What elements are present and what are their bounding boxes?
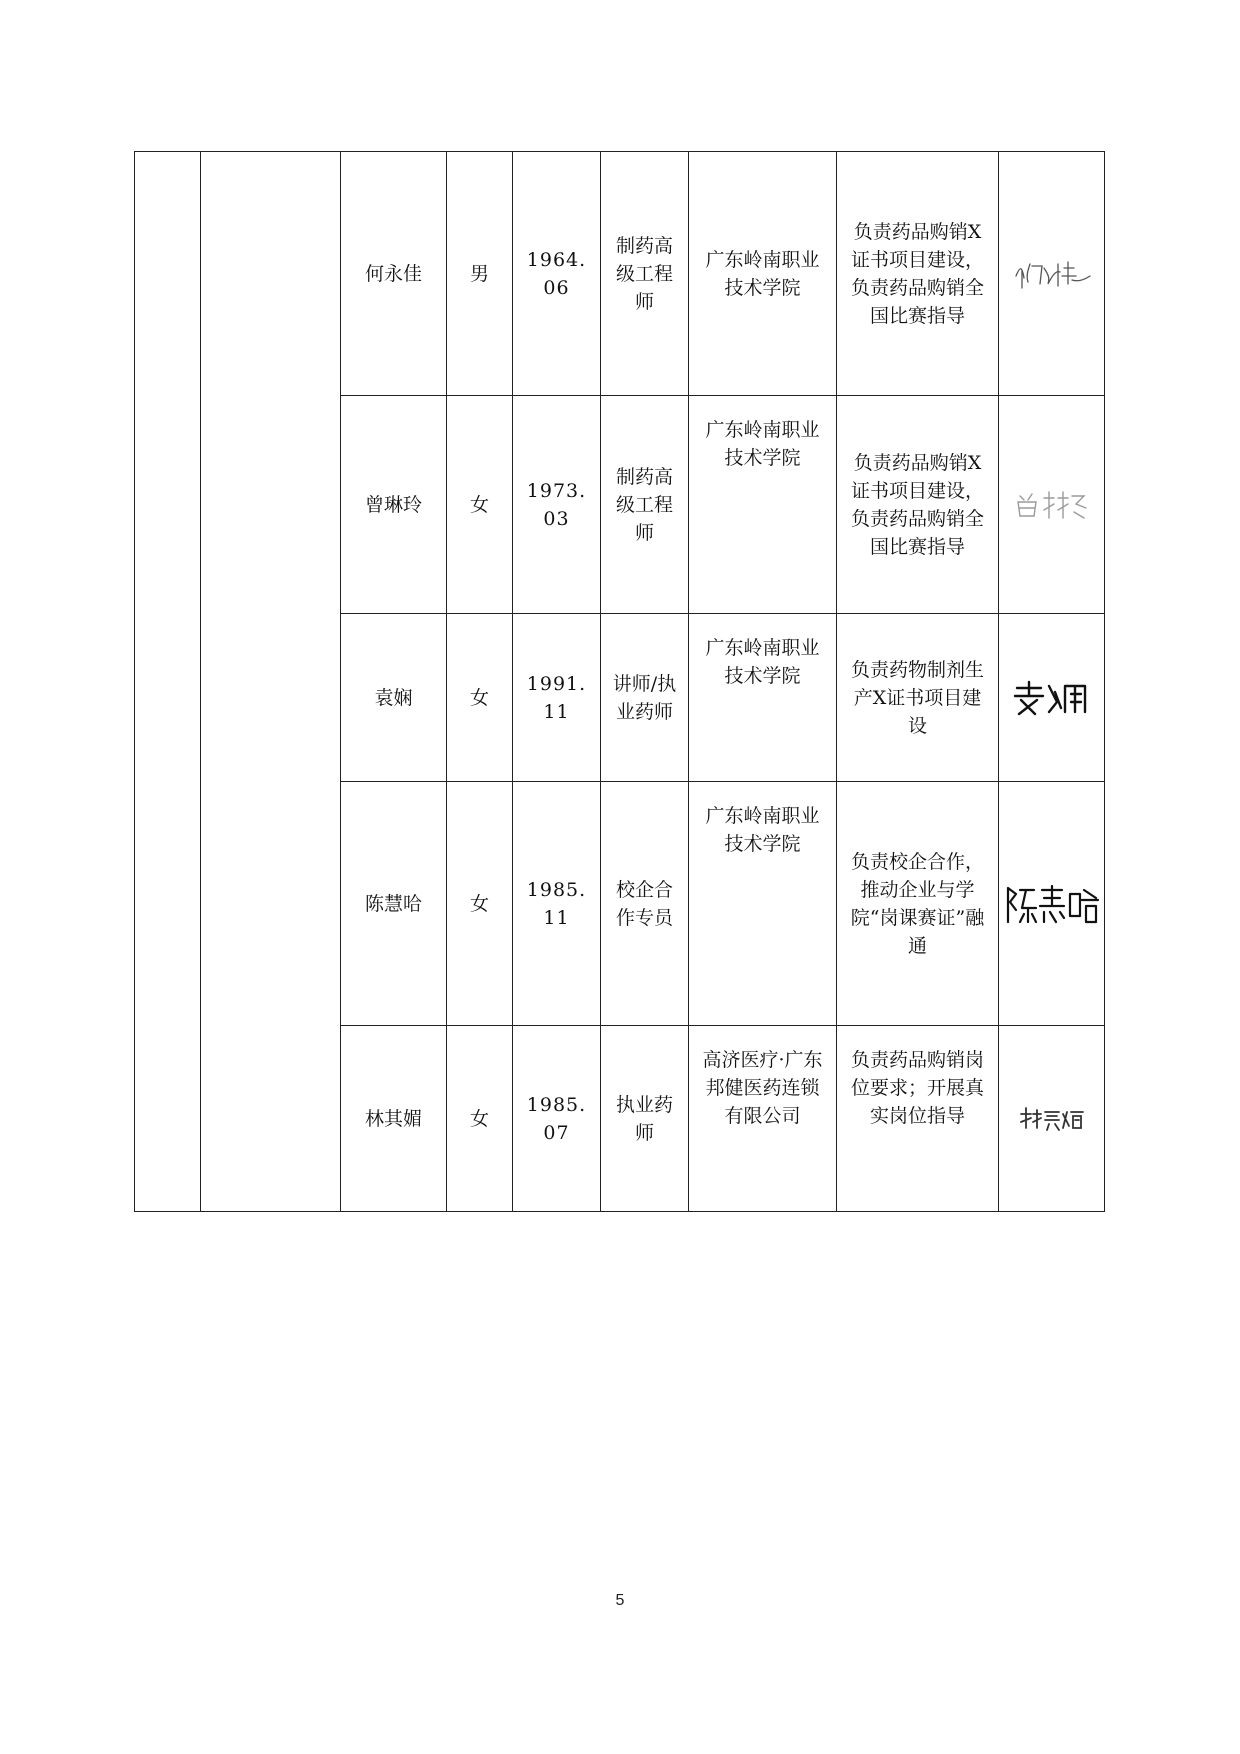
duty-cell: 负责药品购销X证书项目建设，负责药品购销全国比赛指导	[837, 396, 999, 614]
title-cell: 校企合作专员	[601, 782, 689, 1026]
signature-cell	[999, 152, 1105, 396]
signature-image	[1019, 1106, 1085, 1132]
merged-empty-cell	[135, 152, 201, 1212]
org-cell: 广东岭南职业技术学院	[689, 782, 837, 1026]
duty-cell: 负责药品购销岗位要求；开展真实岗位指导	[837, 1026, 999, 1212]
org-cell: 高济医疗·广东邦健医药连锁有限公司	[689, 1026, 837, 1212]
duty-cell: 负责校企合作，推动企业与学院“岗课赛证”融通	[837, 782, 999, 1026]
signature-cell	[999, 782, 1105, 1026]
gender-cell: 女	[447, 1026, 513, 1212]
name-cell: 林其媚	[341, 1026, 447, 1212]
duty-cell: 负责药物制剂生产X证书项目建设	[837, 614, 999, 782]
signature-cell	[999, 396, 1105, 614]
staff-table	[134, 151, 1105, 1212]
signature-image	[1011, 678, 1093, 718]
signature-cell	[999, 614, 1105, 782]
title-cell: 制药高级工程师	[601, 152, 689, 396]
merged-empty-cell	[201, 152, 341, 1212]
name-cell: 陈慧哈	[341, 782, 447, 1026]
signature-image	[1012, 256, 1092, 292]
duty-cell: 负责药品购销X证书项目建设，负责药品购销全国比赛指导	[837, 152, 999, 396]
signature-image	[1014, 488, 1090, 522]
birth-cell: 1985.11	[513, 782, 601, 1026]
gender-cell: 女	[447, 782, 513, 1026]
gender-cell: 女	[447, 396, 513, 614]
title-cell: 执业药师	[601, 1026, 689, 1212]
birth-cell: 1985.07	[513, 1026, 601, 1212]
name-cell: 曾琳玲	[341, 396, 447, 614]
org-cell: 广东岭南职业技术学院	[689, 396, 837, 614]
title-cell: 制药高级工程师	[601, 396, 689, 614]
page-number: 5	[615, 1592, 625, 1609]
org-cell: 广东岭南职业技术学院	[689, 152, 837, 396]
signature-image	[1004, 882, 1100, 926]
org-cell: 广东岭南职业技术学院	[689, 614, 837, 782]
title-cell: 讲师/执业药师	[601, 614, 689, 782]
table-row	[135, 152, 1105, 396]
name-cell: 袁娴	[341, 614, 447, 782]
name-cell: 何永佳	[341, 152, 447, 396]
gender-cell: 男	[447, 152, 513, 396]
signature-cell	[999, 1026, 1105, 1212]
birth-cell: 1973.03	[513, 396, 601, 614]
gender-cell: 女	[447, 614, 513, 782]
birth-cell: 1964.06	[513, 152, 601, 396]
birth-cell: 1991.11	[513, 614, 601, 782]
